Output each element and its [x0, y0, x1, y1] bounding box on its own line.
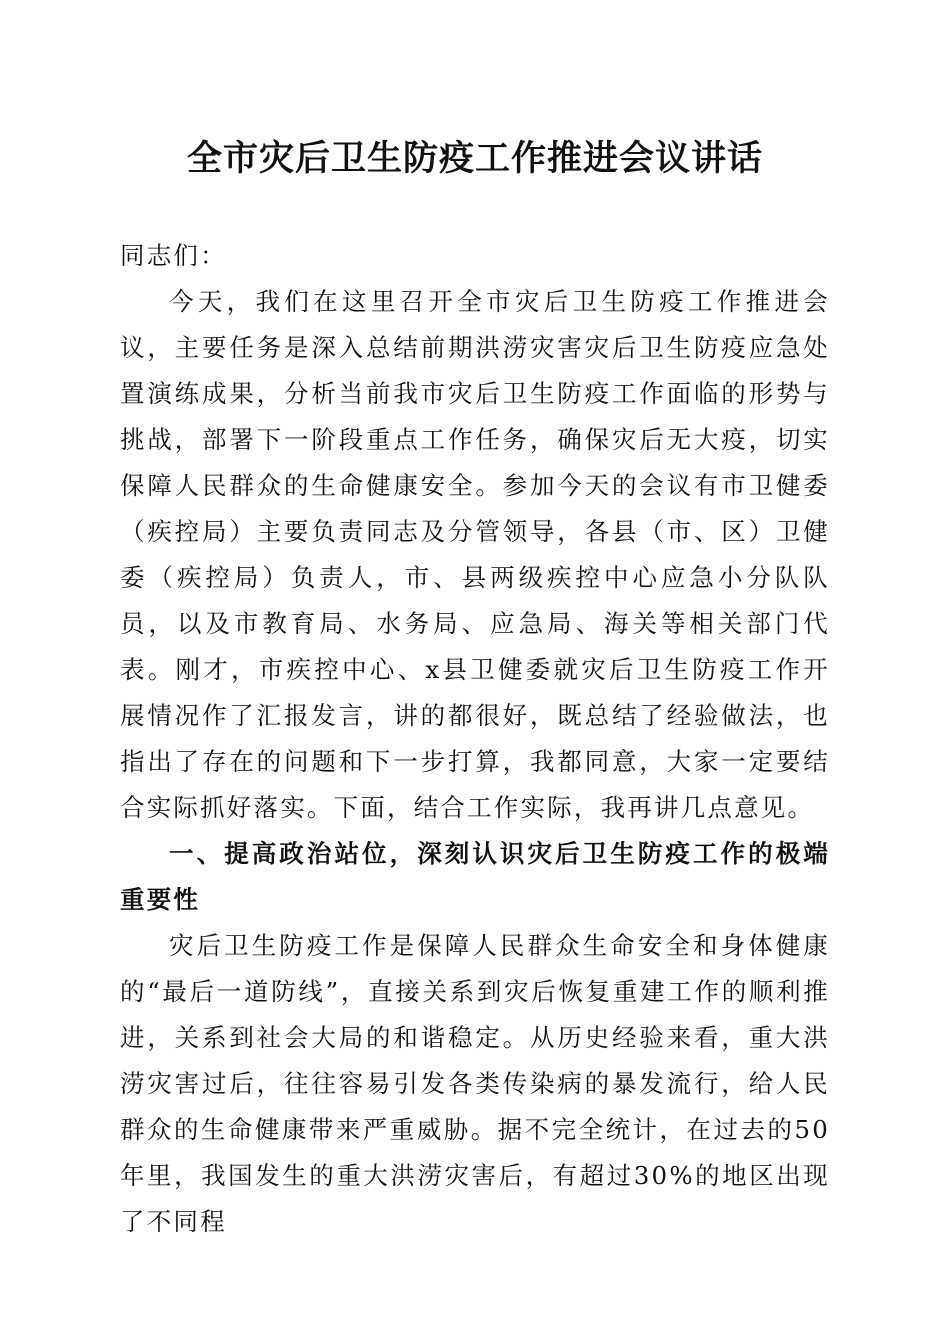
section-1-paragraph: 灾后卫生防疫工作是保障人民群众生命安全和身体健康的“最后一道防线”，直接关系到灾后恢复重建工作的顺利推进，关系到社会大局的和谐稳定。从历史经验来看，重大洪涝灾害过后，往往容易引发各类传染病的暴发流行，给人民群众的生命健康带来严重威胁。据不完全统计，在过去的50年里，我国发生的重大洪涝灾害后，有超过30%的地区出现了不同程 — [120, 931, 830, 1236]
salutation: 同志们： — [120, 241, 227, 270]
page-title: 全市灾后卫生防疫工作推进会议讲话 — [186, 138, 763, 179]
section-1-heading: 一、提高政治站位，深刻认识灾后卫生防疫工作的极端重要性 — [120, 839, 830, 914]
intro-paragraph: 今天，我们在这里召开全市灾后卫生防疫工作推进会议，主要任务是深入总结前期洪涝灾害灾后卫生防疫应急处置演练成果，分析当前我市灾后卫生防疫工作面临的形势与挑战，部署下一阶段重点工作任务，确保灾后无大疫，切实保障人民群众的生命健康安全。参加今天的会议有市卫健委（疾控局）主要负责同志及分管领导，各县（市、区）卫健委（疾控局）负责人，市、县两级疾控中心应急小分队队员，以及市教育局、水务局、应急局、海关等相关部门代表。刚才，市疾控中心、x县卫健委就灾后卫生防疫工作开展情况作了汇报发言，讲的都很好，既总结了经验做法，也指出了存在的问题和下一步打算，我都同意，大家一定要结合实际抓好落实。下面，结合工作实际，我再讲几点意见。 — [120, 287, 830, 822]
document-body — [120, 233, 830, 1245]
